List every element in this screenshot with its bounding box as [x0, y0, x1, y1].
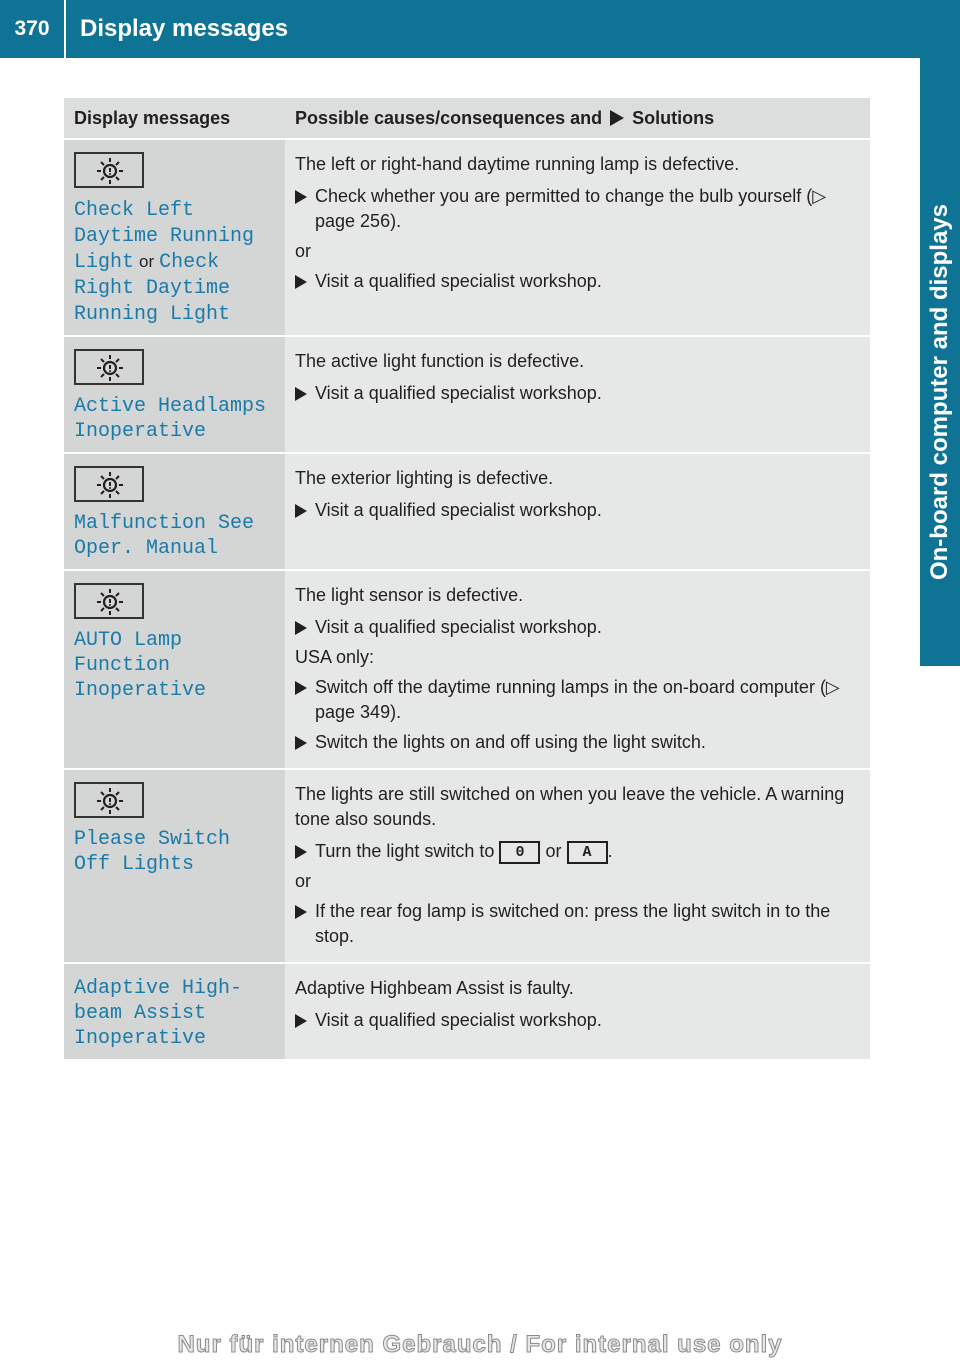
solution-cell [285, 336, 870, 453]
table-row [64, 139, 870, 336]
display-message: Malfunction See Oper. Manual [74, 512, 255, 560]
message-cell [64, 963, 285, 1059]
col-header-solutions [285, 98, 870, 139]
solution-step: Switch off the daytime running lamps in the on-board computer (▷ page 349). [295, 675, 862, 725]
table-header-row [64, 98, 870, 139]
light-switch-auto-key: A [567, 841, 608, 864]
solution-cell [285, 453, 870, 570]
display-messages-table [64, 98, 870, 1059]
light-switch-off-key: 0 [499, 841, 540, 864]
section-title: Display messages [80, 15, 289, 42]
cause-text: Adaptive Highbeam Assist is faulty. [295, 978, 574, 998]
action-arrow-icon [295, 681, 307, 695]
solution-step: If the rear fog lamp is switched on: press the light switch in to the stop. [295, 899, 862, 949]
solution-step: Turn the light switch to 0 or A . [295, 839, 862, 864]
cause-text: The light sensor is defective. [295, 585, 524, 605]
display-message: Adaptive High-beam Assist Inoperative [74, 977, 243, 1050]
message-cell [64, 570, 285, 769]
region-note: USA only: [295, 647, 375, 667]
lamp-malfunction-icon [74, 466, 144, 502]
table-row [64, 453, 870, 570]
table-row [64, 336, 870, 453]
solution-step: Check whether you are permitted to change the bulb yourself (▷ page 256). [295, 184, 862, 234]
cause-text: The lights are still switched on when you leave the vehicle. A warning tone also sounds. [295, 784, 845, 829]
solution-cell [285, 769, 870, 963]
solution-cell [285, 963, 870, 1059]
action-arrow-icon [295, 275, 307, 289]
lamp-malfunction-icon [74, 583, 144, 619]
action-arrow-icon [295, 845, 307, 859]
table-row [64, 769, 870, 963]
lamp-malfunction-icon [74, 349, 144, 385]
solution-step: Visit a qualified specialist workshop. [295, 498, 862, 523]
col-header-suffix: Solutions [632, 108, 715, 128]
message-cell [64, 769, 285, 963]
action-arrow-icon [295, 905, 307, 919]
display-message: Check Right Daytime Running Light [74, 251, 231, 326]
header-divider [64, 0, 66, 58]
page-number: 370 [14, 17, 50, 40]
action-arrow-icon [295, 736, 307, 750]
col-header-prefix: Possible causes/consequences and [295, 108, 603, 128]
solution-step: Visit a qualified specialist workshop. [295, 1008, 862, 1033]
side-tab-label: On-board computer and displays [926, 203, 953, 581]
solution-step: Visit a qualified specialist workshop. [295, 269, 862, 294]
solution-step: Switch the lights on and off using the light switch. [295, 730, 862, 755]
solution-step: Visit a qualified specialist workshop. [295, 381, 862, 406]
solution-cell [285, 139, 870, 336]
action-arrow-icon [295, 621, 307, 635]
action-arrow-icon [295, 504, 307, 518]
message-or: or [139, 252, 155, 271]
message-cell [64, 453, 285, 570]
display-message: Check Left Daytime Running Light [74, 199, 255, 274]
message-cell [64, 139, 285, 336]
lamp-malfunction-icon [74, 782, 144, 818]
solution-cell [285, 570, 870, 769]
cause-text: The left or right-hand daytime running lamp is defective. [295, 154, 740, 174]
or-text: or [295, 241, 312, 261]
watermark: Nur für internen Gebrauch / For internal use only [177, 1331, 783, 1358]
message-cell [64, 336, 285, 453]
action-arrow-icon [295, 190, 307, 204]
solution-arrow-icon [610, 110, 624, 126]
display-message: Active Headlamps Inoperative [74, 395, 267, 443]
lamp-malfunction-icon [74, 152, 144, 188]
col-header-display-messages: Display messages [64, 98, 285, 139]
table-row [64, 570, 870, 769]
solution-step: Visit a qualified specialist workshop. [295, 615, 862, 640]
cause-text: The exterior lighting is defective. [295, 468, 554, 488]
display-message: AUTO Lamp Function Inoperative [74, 629, 207, 702]
action-arrow-icon [295, 1014, 307, 1028]
or-text: or [295, 871, 312, 891]
cause-text: The active light function is defective. [295, 351, 585, 371]
action-arrow-icon [295, 387, 307, 401]
display-message: Please Switch Off Lights [74, 828, 231, 876]
table-row [64, 963, 870, 1059]
